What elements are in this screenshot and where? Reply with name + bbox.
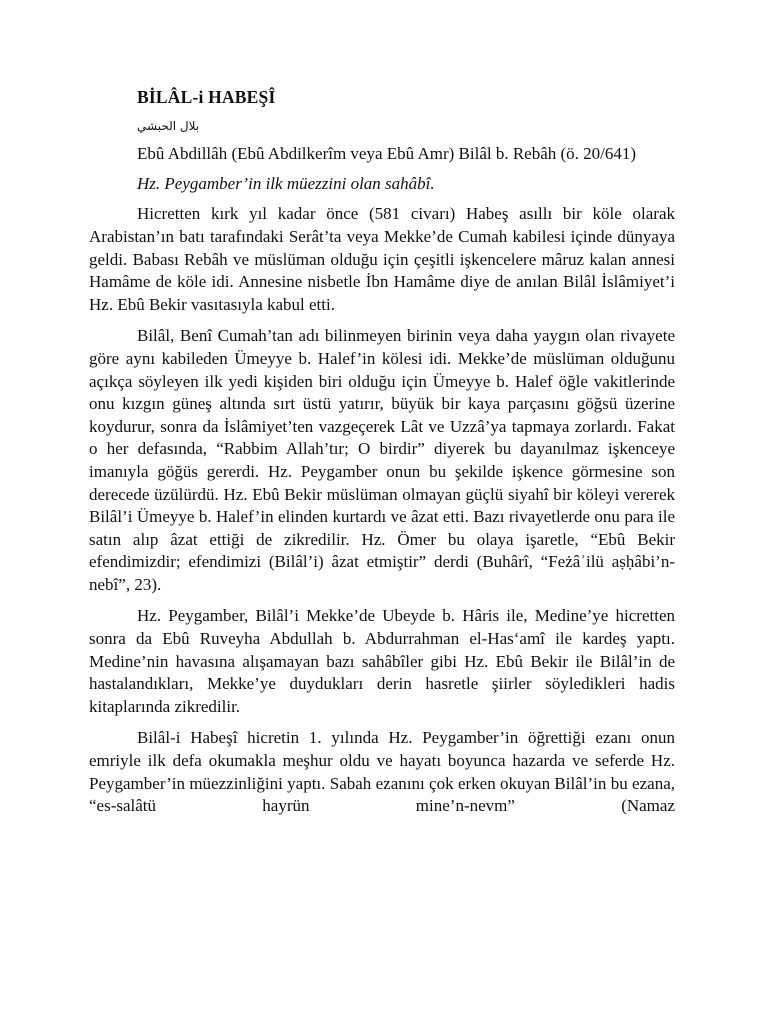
paragraph-3: Hz. Peygamber, Bilâl’i Mekke’de Ubeyde b. Hâris ile, Medine’ye hicretten sonra da Ebû Ruveyha Abdullah b. Abdurrahman el-Has‘amî ile kardeş yaptı. Medine’nin havasına alışamayan bazı sahâbîler gibi Hz. Ebû Bekir ile Bilâl’in de hastalandıkları, Mekke’ye duydukları derin hasretle şiirler söyledikleri hadis kitaplarında zikredilir.: [89, 606, 675, 716]
paragraph-1: Hicretten kırk yıl kadar önce (581 civarı) Habeş asıllı bir köle olarak Arabistan’ın batı tarafındaki Serât’ta veya Mekke’de Cumah kabilesi içinde dünyaya geldi. Babası Rebâh ve müslüman olduğu için çeşitli işkencelere mâruz kalan annesi Hamâme de köle idi. Annesine nisbetle İbn Hamâme diye de anılan Bilâl İslâmiyet’i Hz. Ebû Bekir vasıtasıyla kabul etti.: [89, 204, 675, 314]
article-intro: Ebû Abdillâh (Ebû Abdilkerîm veya Ebû Amr) Bilâl b. Rebâh (ö. 20/641): [137, 144, 637, 164]
document-page: [89, 86, 675, 827]
article-description: Hz. Peygamber’in ilk müezzini olan sahâbî.: [137, 173, 435, 193]
paragraph-2: Bilâl, Benî Cumah’tan adı bilinmeyen birinin veya daha yaygın olan rivayete göre aynı kabileden Ümeyye b. Halef’in kölesi idi. Mekke’de müslüman olduğunu açıkça söyleyen ilk yedi kişiden biri olduğu için Ümeyye b. Halef öğle vakitlerinde onu kızgın güneş altında sırt üstü yatırır, büyük bir kaya parçasını göğsü üzerine koydurur, sonra da İslâmiyet’ten vazgeçerek Lât ve Uzzâ’ya tapmaya zorlardı. Fakat o her defasında, “Rabbim Allah’tır; O birdir” diyerek bu dayanılmaz işkenceye imanıyla göğüs gererdi. Hz. Peygamber onun bu şekilde işkence görmesine son derecede üzülürdü. Hz. Ebû Bekir müslüman olmayan güçlü siyahî bir köleyi vererek Bilâl’i Ümeyye b. Halef’in elinden kurtardı ve âzat etti. Bazı rivayetlerde onu para ile satın alıp âzat ettiği de zikredilir. Hz. Ömer bu olaya işaretle, “Ebû Bekir efendimizdir; efendimizi (Bilâl’i) âzat etmiştir” derdi (Buhârî, “Feżâʾilü aṣḥâbi’n-nebî”, 23).: [89, 326, 675, 594]
arabic-name: بلال الحبشي: [137, 118, 200, 133]
paragraph-4: Bilâl-i Habeşî hicretin 1. yılında Hz. Peygamber’in öğrettiği ezanı onun emriyle ilk defa okumakla meşhur oldu ve hayatı boyunca hazarda ve seferde Hz. Peygamber’in müezzinliğini yaptı. Sabah ezanını çok erken okuyan Bilâl’in bu ezana, “es-salâtü hayrün mine’n-nevm” (Namaz: [89, 728, 675, 816]
article-title: BİLÂL-i HABEŞÎ: [137, 87, 276, 107]
